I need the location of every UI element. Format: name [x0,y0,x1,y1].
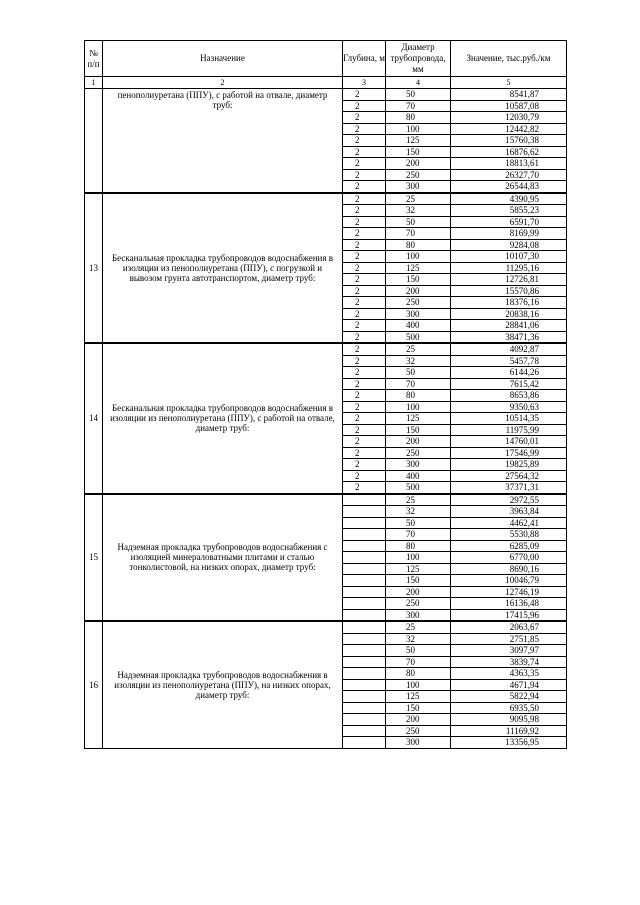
header-number: 1 [85,77,103,89]
value-cell: 6770,00 [451,552,567,564]
header-number-row [85,77,567,89]
diameter-cell: 150 [386,146,451,158]
table-row [85,621,567,633]
depth-cell: 2 [343,331,386,343]
diameter-cell: 150 [386,424,451,436]
depth-cell: 2 [343,355,386,367]
value-cell: 10107,30 [451,251,567,263]
value-cell: 6144,26 [451,367,567,379]
header-number: 5 [451,77,567,89]
diameter-cell: 200 [386,158,451,170]
diameter-cell: 125 [386,563,451,575]
value-cell: 16876,62 [451,146,567,158]
value-cell: 3839,74 [451,656,567,668]
item-number [85,89,103,193]
value-cell: 10514,35 [451,413,567,425]
value-cell: 5822,94 [451,691,567,703]
diameter-cell: 25 [386,494,451,506]
value-cell: 4092,87 [451,343,567,355]
diameter-cell: 70 [386,228,451,240]
depth-cell: 2 [343,459,386,471]
value-cell: 12442,82 [451,123,567,135]
depth-cell: 2 [343,320,386,332]
diameter-cell: 250 [386,169,451,181]
diameter-cell: 32 [386,355,451,367]
value-cell: 8169,99 [451,228,567,240]
value-cell: 4363,35 [451,668,567,680]
item-description: пенополиуретана (ППУ), с работой на отвале, диаметр труб: [103,89,343,193]
diameter-cell: 250 [386,297,451,309]
item-description: Бесканальная прокладка трубопроводов водоснабжения в изоляции из пенополиуретана (ППУ), с работой на отвале, диаметр труб: [103,343,343,494]
depth-cell [343,656,386,668]
depth-cell [343,529,386,541]
value-cell: 11169,92 [451,725,567,737]
value-cell: 20838,16 [451,308,567,320]
depth-cell: 2 [343,251,386,263]
diameter-cell: 200 [386,714,451,726]
depth-cell: 2 [343,413,386,425]
diameter-cell: 32 [386,506,451,518]
value-cell: 2972,55 [451,494,567,506]
depth-cell: 2 [343,343,386,355]
diameter-cell: 200 [386,436,451,448]
depth-cell [343,586,386,598]
value-cell: 12726,81 [451,274,567,286]
diameter-cell: 80 [386,540,451,552]
diameter-cell: 25 [386,193,451,205]
depth-cell: 2 [343,158,386,170]
diameter-cell: 500 [386,482,451,494]
value-cell: 17546,99 [451,447,567,459]
value-cell: 14760,01 [451,436,567,448]
value-cell: 19825,89 [451,459,567,471]
diameter-cell: 125 [386,413,451,425]
diameter-cell: 70 [386,378,451,390]
depth-cell: 2 [343,228,386,240]
depth-cell: 2 [343,297,386,309]
diameter-cell: 150 [386,575,451,587]
table-row [85,89,567,101]
value-cell: 7615,42 [451,378,567,390]
diameter-cell: 150 [386,274,451,286]
depth-cell [343,679,386,691]
value-cell: 13356,95 [451,737,567,749]
table-row [85,343,567,355]
diameter-cell: 150 [386,702,451,714]
diameter-cell: 300 [386,737,451,749]
depth-cell [343,645,386,657]
diameter-cell: 70 [386,656,451,668]
depth-cell: 2 [343,401,386,413]
header-value: Значение, тыс.руб./км [451,41,567,77]
value-cell: 2751,85 [451,633,567,645]
diameter-cell: 80 [386,390,451,402]
depth-cell: 2 [343,274,386,286]
item-description: Надземная прокладка трубопроводов водоснабжения в изоляции из пенополиуретана (ППУ), на низких опорах, диаметр труб: [103,621,343,748]
value-cell: 6285,09 [451,540,567,552]
diameter-cell: 25 [386,621,451,633]
depth-cell: 2 [343,135,386,147]
depth-cell [343,668,386,680]
depth-cell [343,540,386,552]
diameter-cell: 70 [386,100,451,112]
depth-cell: 2 [343,205,386,217]
depth-cell [343,609,386,621]
value-cell: 3963,84 [451,506,567,518]
depth-cell [343,725,386,737]
value-cell: 4390,95 [451,193,567,205]
diameter-cell: 50 [386,89,451,101]
value-cell: 27564,32 [451,470,567,482]
depth-cell [343,633,386,645]
depth-cell [343,691,386,703]
value-cell: 8541,87 [451,89,567,101]
diameter-cell: 100 [386,552,451,564]
depth-cell: 2 [343,169,386,181]
diameter-cell: 125 [386,262,451,274]
depth-cell: 2 [343,100,386,112]
depth-cell: 2 [343,193,386,205]
diameter-cell: 125 [386,691,451,703]
item-number: 15 [85,494,103,622]
table-header-row [85,41,567,77]
table-row [85,193,567,205]
item-description: Надземная прокладка трубопроводов водоснабжения с изоляцией минераловатными плитами и сталью тонколистовой, на низких опорах, диаметр труб: [103,494,343,622]
depth-cell [343,737,386,749]
price-table [84,40,567,749]
value-cell: 4462,41 [451,517,567,529]
depth-cell [343,517,386,529]
diameter-cell: 300 [386,609,451,621]
depth-cell: 2 [343,262,386,274]
depth-cell: 2 [343,123,386,135]
value-cell: 16136,48 [451,598,567,610]
value-cell: 37371,31 [451,482,567,494]
diameter-cell: 100 [386,401,451,413]
diameter-cell: 80 [386,668,451,680]
diameter-cell: 100 [386,123,451,135]
item-description: Бесканальная прокладка трубопроводов водоснабжения в изоляции из пенополиуретана (ППУ), с погрузкой и вывозом грунта автотранспортом, диаметр труб: [103,193,343,344]
diameter-cell: 400 [386,470,451,482]
value-cell: 10587,08 [451,100,567,112]
value-cell: 12030,79 [451,112,567,124]
diameter-cell: 100 [386,679,451,691]
diameter-cell: 200 [386,586,451,598]
diameter-cell: 25 [386,343,451,355]
diameter-cell: 250 [386,598,451,610]
value-cell: 5457,78 [451,355,567,367]
value-cell: 9284,08 [451,239,567,251]
value-cell: 38471,36 [451,331,567,343]
depth-cell: 2 [343,146,386,158]
depth-cell: 2 [343,181,386,193]
diameter-cell: 300 [386,459,451,471]
value-cell: 8690,16 [451,563,567,575]
diameter-cell: 500 [386,331,451,343]
diameter-cell: 125 [386,135,451,147]
header-name: Назначение [103,41,343,77]
value-cell: 11975,99 [451,424,567,436]
depth-cell [343,714,386,726]
depth-cell [343,702,386,714]
value-cell: 9095,98 [451,714,567,726]
depth-cell: 2 [343,390,386,402]
depth-cell [343,621,386,633]
value-cell: 11295,16 [451,262,567,274]
depth-cell: 2 [343,285,386,297]
diameter-cell: 50 [386,367,451,379]
table-body [85,89,567,749]
value-cell: 2063,67 [451,621,567,633]
diameter-cell: 32 [386,205,451,217]
depth-cell: 2 [343,378,386,390]
depth-cell: 2 [343,308,386,320]
diameter-cell: 50 [386,517,451,529]
value-cell: 26544,83 [451,181,567,193]
diameter-cell: 200 [386,285,451,297]
value-cell: 5530,88 [451,529,567,541]
value-cell: 5855,23 [451,205,567,217]
depth-cell: 2 [343,424,386,436]
depth-cell [343,598,386,610]
value-cell: 17415,96 [451,609,567,621]
diameter-cell: 250 [386,725,451,737]
depth-cell: 2 [343,447,386,459]
value-cell: 26327,70 [451,169,567,181]
depth-cell [343,494,386,506]
diameter-cell: 50 [386,216,451,228]
depth-cell [343,563,386,575]
item-number: 13 [85,193,103,344]
diameter-cell: 100 [386,251,451,263]
diameter-cell: 80 [386,239,451,251]
diameter-cell: 400 [386,320,451,332]
value-cell: 9350,63 [451,401,567,413]
depth-cell [343,506,386,518]
depth-cell: 2 [343,89,386,101]
value-cell: 4671,94 [451,679,567,691]
diameter-cell: 50 [386,645,451,657]
diameter-cell: 250 [386,447,451,459]
value-cell: 3097,97 [451,645,567,657]
depth-cell [343,552,386,564]
item-number: 14 [85,343,103,494]
item-number: 16 [85,621,103,748]
value-cell: 15760,38 [451,135,567,147]
value-cell: 15570,86 [451,285,567,297]
depth-cell: 2 [343,112,386,124]
header-depth: Глубина, м [343,41,386,77]
value-cell: 10046,79 [451,575,567,587]
depth-cell: 2 [343,216,386,228]
diameter-cell: 300 [386,181,451,193]
depth-cell: 2 [343,367,386,379]
diameter-cell: 32 [386,633,451,645]
depth-cell: 2 [343,239,386,251]
header-number: 4 [386,77,451,89]
value-cell: 6935,50 [451,702,567,714]
header-num: № п/п [85,41,103,77]
diameter-cell: 80 [386,112,451,124]
diameter-cell: 70 [386,529,451,541]
value-cell: 18813,61 [451,158,567,170]
value-cell: 28841,06 [451,320,567,332]
table-row [85,494,567,506]
header-number: 2 [103,77,343,89]
depth-cell [343,575,386,587]
depth-cell: 2 [343,482,386,494]
header-diameter: Диаметр трубопровода, мм [386,41,451,77]
depth-cell: 2 [343,436,386,448]
value-cell: 12746,19 [451,586,567,598]
value-cell: 6591,70 [451,216,567,228]
value-cell: 8653,86 [451,390,567,402]
value-cell: 18376,16 [451,297,567,309]
diameter-cell: 300 [386,308,451,320]
depth-cell: 2 [343,470,386,482]
header-number: 3 [343,77,386,89]
